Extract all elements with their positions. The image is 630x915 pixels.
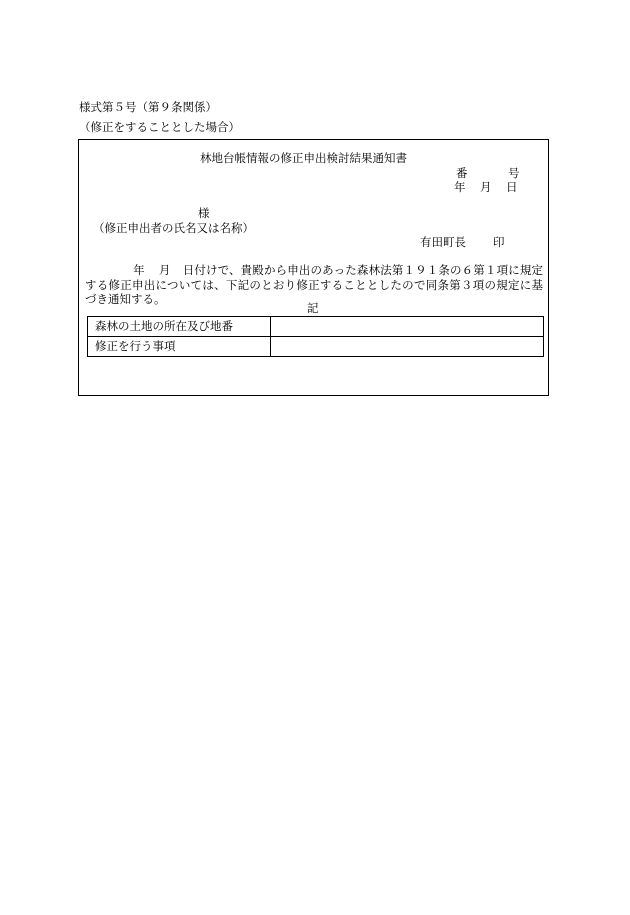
recipient-note: （修正申出者の氏名又は名称） — [93, 221, 254, 235]
table-row — [88, 317, 544, 337]
table-row — [88, 337, 544, 357]
document-number-ban: 番 — [456, 166, 468, 180]
body-text-main: 日付けで、貴殿から申出のあった森林法第１９１条の６第１項に規定する修正申出については、下記のとおり修正することとしたので同条第３項の規定に基づき通知する。 — [85, 263, 544, 306]
recipient-honorific: 様 — [198, 206, 210, 220]
issue-date-month: 月 — [480, 180, 492, 194]
row-label-location: 森林の土地の所在及び地番 — [88, 317, 271, 337]
row-label-correction: 修正を行う事項 — [88, 337, 271, 357]
document-number-go: 号 — [508, 166, 520, 180]
ki-heading: 記 — [307, 301, 319, 315]
issue-date-year: 年 — [454, 180, 466, 194]
document-title: 林地台帳情報の修正申出検討結果通知書 — [200, 151, 407, 165]
row-value-location — [271, 317, 544, 337]
case-label: （修正をすることとした場合） — [79, 120, 240, 134]
issue-date-day: 日 — [506, 180, 518, 194]
notice-document — [78, 139, 549, 396]
detail-table — [87, 316, 544, 357]
sender-seal: 印 — [493, 235, 505, 249]
body-year: 年 — [133, 263, 145, 277]
notice-body — [85, 263, 543, 307]
body-month: 月 — [158, 263, 171, 277]
row-value-correction — [271, 337, 544, 357]
sender-name: 有田町長 — [420, 235, 466, 249]
form-number-label: 様式第５号（第９条関係） — [79, 100, 217, 114]
